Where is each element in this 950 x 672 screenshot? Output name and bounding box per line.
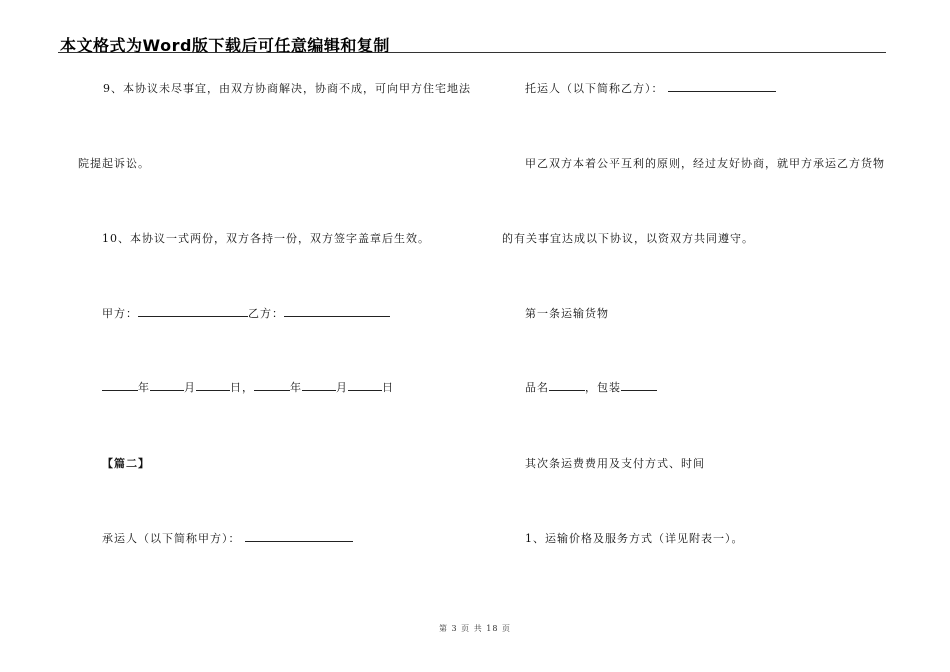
party-a-label: 甲方：	[102, 307, 138, 320]
shipper-line	[525, 80, 776, 96]
intro-line-1: 甲乙双方本着公平互利的原则，经过友好协商，就甲方承运乙方货物	[525, 157, 885, 170]
page-number: 第 3 页 共 18 页	[439, 624, 511, 633]
date-line	[102, 379, 394, 395]
month-label-a: 月	[184, 381, 196, 394]
document-header-title: 本文格式为Word版下载后可任意编辑和复制	[60, 36, 390, 55]
article-2-heading: 其次条运费费用及支付方式、时间	[525, 457, 705, 470]
header-divider	[58, 52, 886, 53]
party-a-blank	[138, 305, 248, 317]
carrier-label: 承运人（以下简称甲方）：	[102, 532, 241, 545]
party-b-blank	[284, 305, 390, 317]
carrier-blank	[245, 530, 353, 542]
year-blank-a	[102, 379, 138, 391]
year-blank-b	[254, 379, 290, 391]
party-b-label: 乙方：	[248, 307, 284, 320]
day-blank-a	[196, 379, 230, 391]
month-blank-b	[302, 379, 336, 391]
clause-10: 10、本协议一式两份，双方各持一份，双方签字盖章后生效。	[102, 232, 430, 245]
goods-pack-blank	[621, 379, 657, 391]
year-label-a: 年	[138, 381, 150, 394]
goods-pack-label: ，包装	[585, 381, 621, 394]
signature-line	[102, 305, 390, 321]
month-label-b: 月	[336, 381, 348, 394]
carrier-line	[102, 530, 353, 546]
goods-name-blank	[549, 379, 585, 391]
shipper-blank	[668, 80, 776, 92]
date-separator: ，	[242, 381, 254, 394]
clause-9-line-2: 院提起诉讼。	[78, 157, 150, 170]
intro-line-2: 的有关事宜达成以下协议，以资双方共同遵守。	[502, 232, 754, 245]
goods-name-label: 品名	[525, 381, 549, 394]
day-label-b: 日	[382, 381, 394, 394]
section-heading: 【篇二】	[102, 457, 150, 470]
year-label-b: 年	[290, 381, 302, 394]
month-blank-a	[150, 379, 184, 391]
item-1: 1、运输价格及服务方式（详见附表一）。	[525, 532, 744, 545]
day-label-a: 日	[230, 381, 242, 394]
article-1-heading: 第一条运输货物	[525, 307, 609, 320]
day-blank-b	[348, 379, 382, 391]
shipper-label: 托运人（以下简称乙方）：	[525, 82, 664, 95]
clause-9-line-1: 9、本协议未尽事宜，由双方协商解决，协商不成，可向甲方住宅地法	[103, 82, 471, 95]
goods-line	[525, 379, 657, 395]
